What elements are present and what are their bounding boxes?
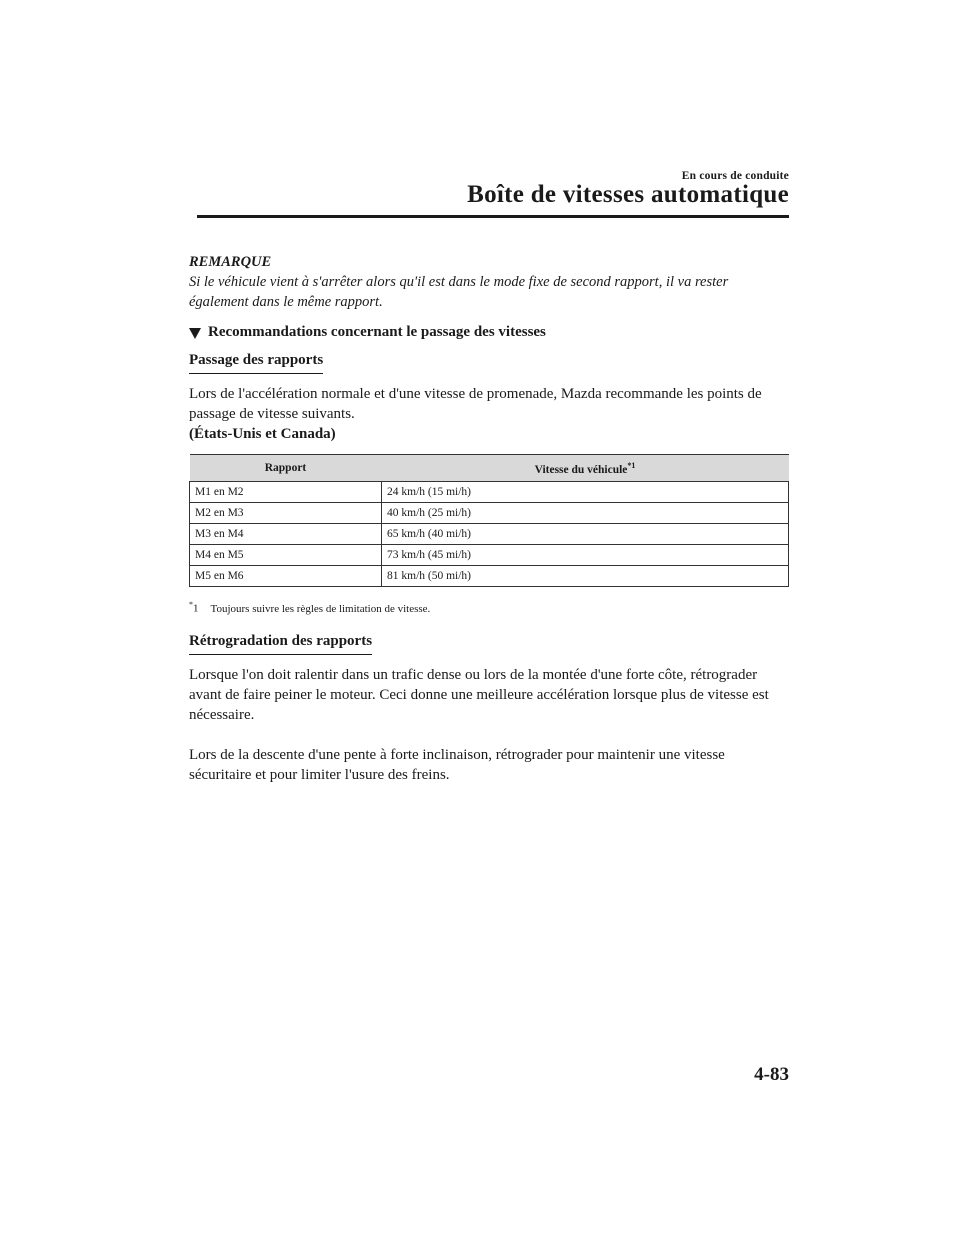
cell-rapport: M3 en M4	[190, 524, 382, 545]
upshift-heading: Passage des rapports	[189, 350, 323, 374]
cell-rapport: M4 en M5	[190, 545, 382, 566]
col-header-footnote-mark: *1	[627, 461, 636, 471]
subsection-title: Recommandations concernant le passage des vitesses	[208, 324, 546, 340]
downshift-para-2: Lors de la descente d'une pente à forte inclinaison, rétrograder pour maintenir une vitesse sécuritaire et pour limiter l'usure des freins.	[189, 746, 725, 783]
table-header-row	[190, 455, 789, 482]
cell-vitesse: 81 km/h (50 mi/h)	[382, 566, 789, 587]
table-row	[190, 524, 789, 545]
footnote	[189, 595, 789, 619]
cell-vitesse: 40 km/h (25 mi/h)	[382, 503, 789, 524]
footnote-number: 1	[193, 602, 199, 615]
cell-vitesse: 24 km/h (15 mi/h)	[382, 482, 789, 503]
cell-vitesse: 65 km/h (40 mi/h)	[382, 524, 789, 545]
table-row	[190, 503, 789, 524]
header-rule	[197, 215, 789, 218]
cell-rapport: M5 en M6	[190, 566, 382, 587]
page-content	[189, 252, 789, 785]
downshift-heading: Rétrogradation des rapports	[189, 631, 372, 655]
subsection-heading	[189, 322, 789, 342]
section-label: En cours de conduite	[681, 170, 789, 182]
downshift-para-1: Lorsque l'on doit ralentir dans un trafic dense ou lors de la montée d'une forte côte, rétrograder avant de faire peiner le moteur. Ceci donne une meilleure accélération lorsque plus de vitesse est nécessaire.	[189, 666, 769, 723]
page-number: 4-83	[754, 1064, 789, 1085]
chapter-title: Boîte de vitesses automatique	[467, 181, 789, 208]
table-row	[190, 545, 789, 566]
remarque-text: Si le véhicule vient à s'arrêter alors qu'il est dans le mode fixe de second rapport, il va rester également dans le même rapport.	[189, 274, 729, 310]
cell-rapport: M1 en M2	[190, 482, 382, 503]
cell-rapport: M2 en M3	[190, 503, 382, 524]
region-label: (États-Unis et Canada)	[189, 426, 336, 442]
remarque-title: REMARQUE	[189, 254, 272, 270]
footnote-mark: *	[189, 600, 193, 609]
col-header-rapport: Rapport	[190, 455, 382, 482]
cell-vitesse: 73 km/h (45 mi/h)	[382, 545, 789, 566]
upshift-text: Lors de l'accélération normale et d'une vitesse de promenade, Mazda recommande les points de passage de vitesse suivants.	[189, 386, 762, 422]
col-header-vitesse	[382, 455, 789, 482]
table-row	[190, 482, 789, 503]
table-row	[190, 566, 789, 587]
footnote-text: Toujours suivre les règles de limitation de vitesse.	[210, 602, 431, 615]
shift-speed-table	[189, 454, 789, 587]
down-triangle-icon	[189, 328, 201, 339]
col-header-vitesse-label: Vitesse du véhicule	[534, 463, 628, 476]
